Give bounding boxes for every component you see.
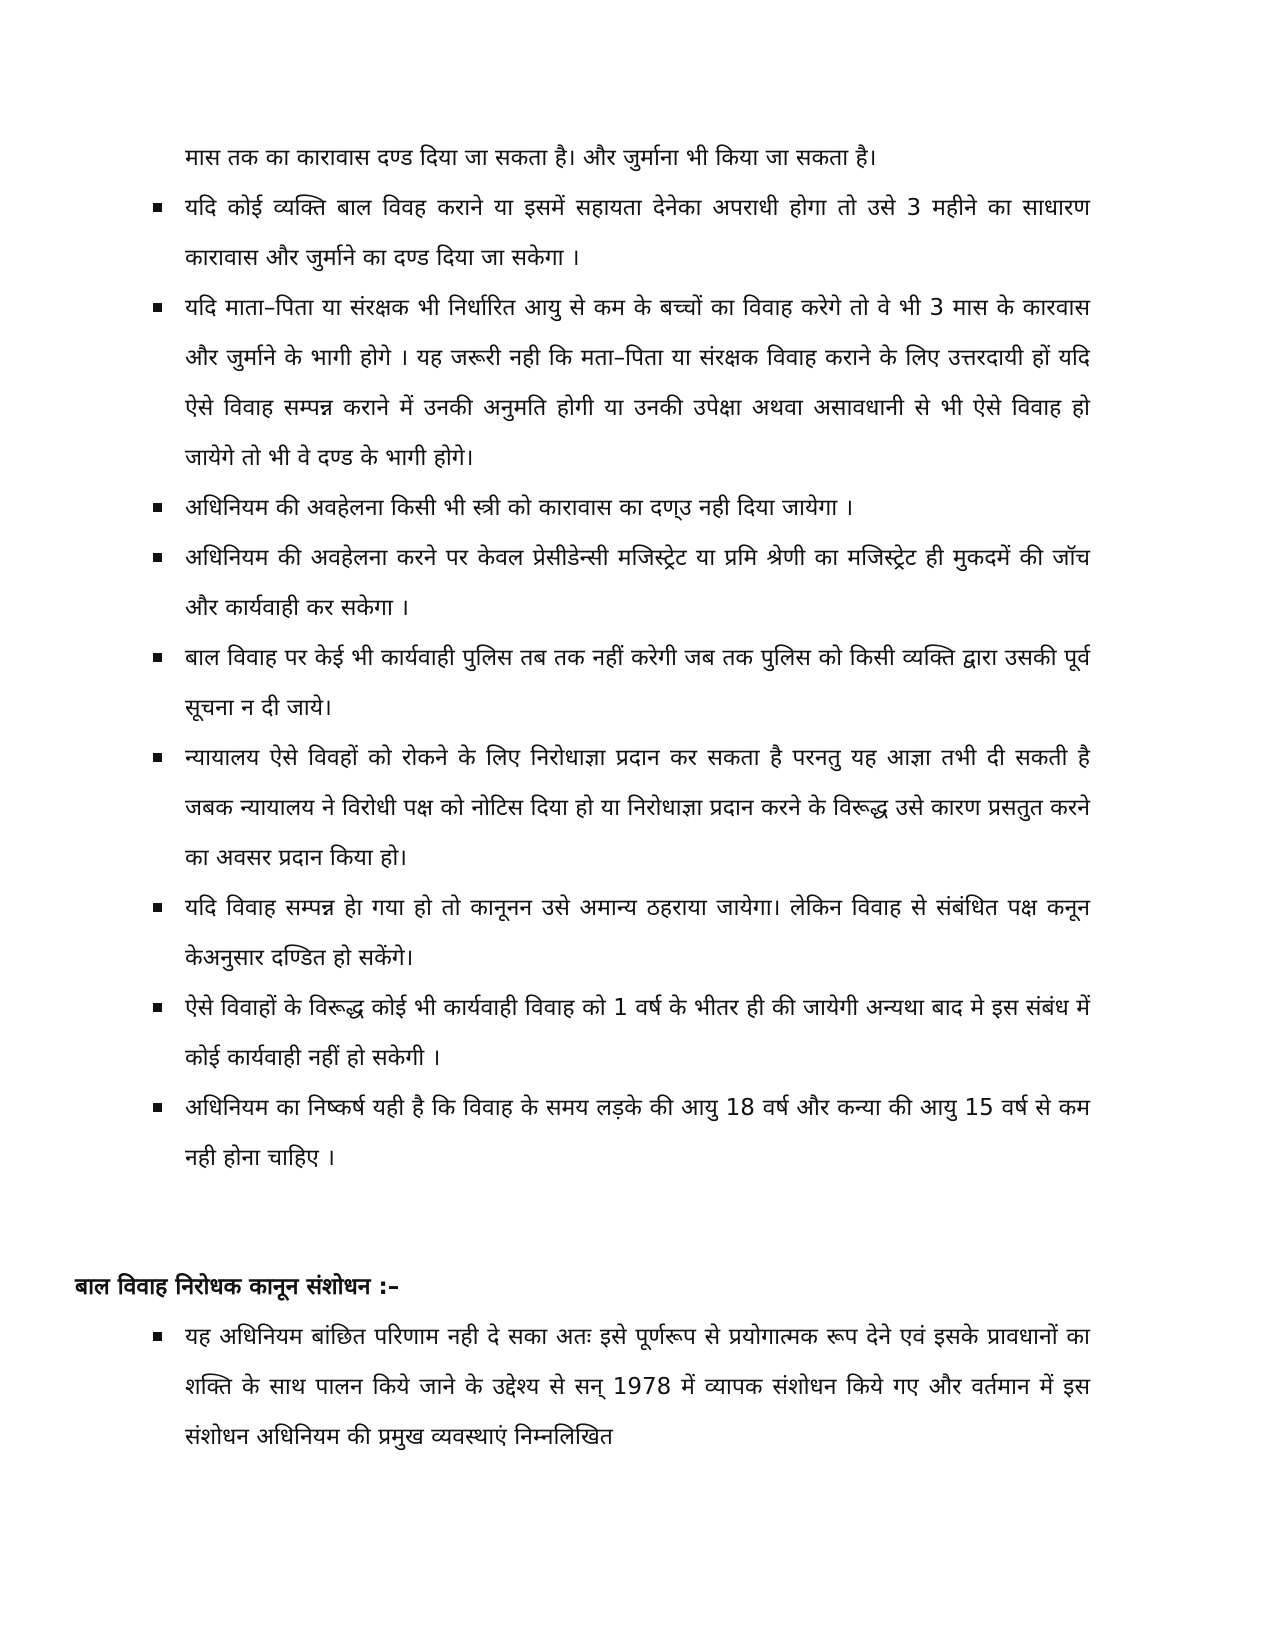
- bullet-list-amendment: [150, 1312, 1090, 1462]
- list-item: [150, 533, 1090, 633]
- list-item: [150, 283, 1090, 483]
- list-item: [150, 983, 1090, 1083]
- list-item-text: अधिनियम का निष्कर्ष यही है कि विवाह के समय लड़के की आयु 18 वर्ष और कन्या की आयु 15 वर्ष से कम नही होना चाहिए ।: [185, 1095, 1090, 1171]
- list-item: [150, 1312, 1090, 1462]
- section-heading: बाल विवाह निरोधक कानून संशोधन :–: [75, 1274, 400, 1300]
- list-item-text: अधिनियम की अवहेलना किसी भी स्त्री को कारावास का दण्उ नही दिया जायेगा ।: [185, 495, 854, 521]
- list-item: [150, 733, 1090, 883]
- list-item: [150, 883, 1090, 983]
- square-bullet-icon: [153, 203, 162, 212]
- square-bullet-icon: [153, 653, 162, 662]
- square-bullet-icon: [153, 1103, 162, 1112]
- list-item: [150, 1083, 1090, 1183]
- square-bullet-icon: [153, 1003, 162, 1012]
- square-bullet-icon: [153, 503, 162, 512]
- list-item-text: न्यायालय ऐसे विवहों को रोकने के लिए निरोधाज्ञा प्रदान कर सकता है परनतु यह आज्ञा तभी दी सकती है जबक न्यायालय ने विरोधी पक्ष को नोटिस दिया हो या निरोधाज्ञा प्रदान करने के विरूद्ध उसे कारण प्रसतुत करने का अवसर प्रदान किया हो।: [185, 745, 1090, 871]
- continuation-paragraph: मास तक का कारावास दण्ड दिया जा सकता है। और जुर्माना भी किया जा सकता है।: [185, 145, 877, 171]
- list-item: [150, 483, 1090, 533]
- list-item-text: यदि कोई व्यक्ति बाल विवह कराने या इसमें सहायता देनेका अपराधी होगा तो उसे 3 महीने का साधारण कारावास और जुर्माने का दण्ड दिया जा सकेगा ।: [185, 195, 1090, 271]
- list-item: [150, 633, 1090, 733]
- list-item-text: बाल विवाह पर केई भी कार्यवाही पुलिस तब तक नहीं करेगी जब तक पुलिस को किसी व्यक्ति द्वारा उसकी पूर्व सूचना न दी जाये।: [185, 645, 1090, 721]
- list-item: [150, 183, 1090, 283]
- list-item-text: यदि माता–पिता या संरक्षक भी निर्धारित आयु से कम के बच्चों का विवाह करेगे तो वे भी 3 मास के कारवास और जुर्माने के भागी होगे । यह जरूरी नही कि मता–पिता या संरक्षक विवाह कराने के लिए उत्तरदायी हों यदि ऐसे विवाह सम्पन्न कराने में उनकी अनुमति होगी या उनकी उपेक्षा अथवा असावधानी से भी ऐसे विवाह हो जायेगे तो भी वे दण्ड के भागी होगे।: [185, 295, 1090, 471]
- list-item-text: ऐसे विवाहों के विरूद्ध कोई भी कार्यवाही विवाह को 1 वर्ष के भीतर ही की जायेगी अन्यथा बाद मे इस संबंध में कोई कार्यवाही नहीं हो सकेगी ।: [185, 995, 1090, 1071]
- list-item-text: यदि विवाह सम्पन्न हेा गया हो तो कानूनन उसे अमान्य ठहराया जायेगा। लेकिन विवाह से संबंधित पक्ष कनून केअनुसार दण्डित हो सकेंगे।: [185, 895, 1090, 971]
- square-bullet-icon: [153, 903, 162, 912]
- square-bullet-icon: [153, 553, 162, 562]
- square-bullet-icon: [153, 753, 162, 762]
- square-bullet-icon: [153, 1332, 162, 1341]
- list-item-text: अधिनियम की अवहेलना करने पर केवल प्रेसीडेन्सी मजिस्ट्रेट या प्रमि श्रेणी का मजिस्ट्रेट ही मुकदमें की जॉच और कार्यवाही कर सकेगा ।: [185, 545, 1090, 621]
- bullet-list-penalties: [150, 183, 1090, 1183]
- square-bullet-icon: [153, 303, 162, 312]
- list-item-text: यह अधिनियम बांछित परिणाम नही दे सका अतः इसे पूर्णरूप से प्रयोगात्मक रूप देने एवं इसके प्रावधानों का शक्ति के साथ पालन किये जाने के उद्देश्य से सन् 1978 में व्यापक संशोधन किये गए और वर्तमान में इस संशोधन अधिनियम की प्रमुख व्यवस्थाएं निम्नलिखित: [185, 1324, 1090, 1450]
